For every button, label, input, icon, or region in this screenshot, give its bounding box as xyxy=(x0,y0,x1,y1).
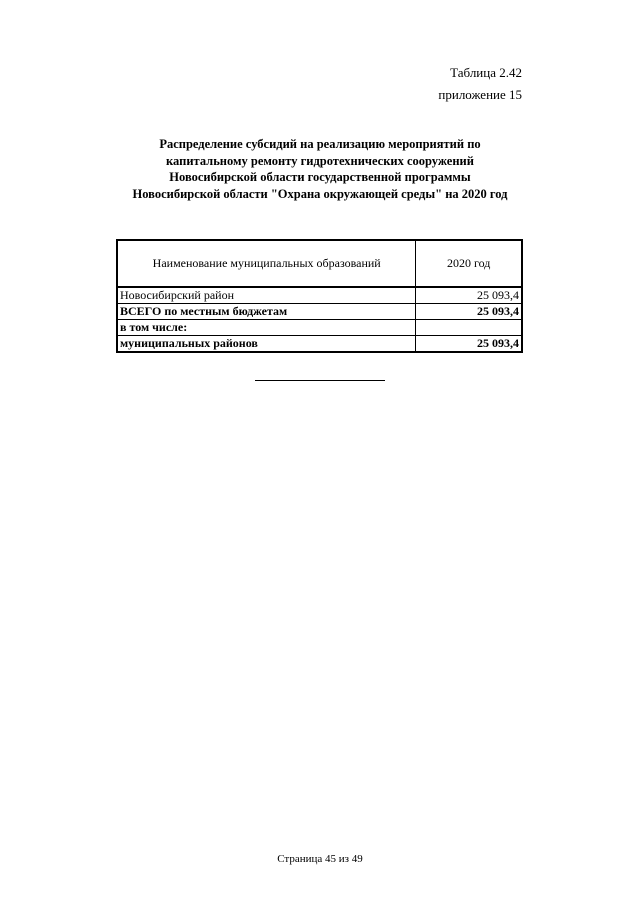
page-footer: Страница 45 из 49 xyxy=(277,853,363,865)
appendix-label: приложение 15 xyxy=(438,87,522,102)
column-header-name: Наименование муниципальных образований xyxy=(117,240,416,287)
row-value: 25 093,4 xyxy=(416,304,522,320)
table-header-row xyxy=(117,240,522,287)
table-header xyxy=(117,240,522,287)
row-name: муниципальных районов xyxy=(117,336,416,353)
row-name: Новосибирский район xyxy=(117,287,416,304)
title-line: Новосибирской области "Охрана окружающей среды" на 2020 год xyxy=(132,186,508,201)
title-line: капитальному ремонту гидротехнических сооружений xyxy=(166,153,474,168)
row-name: в том числе: xyxy=(117,320,416,336)
column-header-year: 2020 год xyxy=(416,240,522,287)
table-row xyxy=(117,336,522,353)
table-body xyxy=(117,287,522,352)
document-header xyxy=(438,62,522,106)
end-rule-divider xyxy=(255,380,385,381)
row-value: 25 093,4 xyxy=(416,287,522,304)
row-value: 25 093,4 xyxy=(416,336,522,353)
title-line: Распределение субсидий на реализацию мероприятий по xyxy=(159,137,481,151)
row-name: ВСЕГО по местным бюджетам xyxy=(117,304,416,320)
row-value xyxy=(416,320,522,336)
subsidy-table xyxy=(116,239,523,353)
document-title xyxy=(90,136,550,202)
table-number: Таблица 2.42 xyxy=(450,65,522,80)
title-line: Новосибирской области государственной программы xyxy=(169,170,471,184)
table-row xyxy=(117,287,522,304)
table-row xyxy=(117,304,522,320)
table-row xyxy=(117,320,522,336)
